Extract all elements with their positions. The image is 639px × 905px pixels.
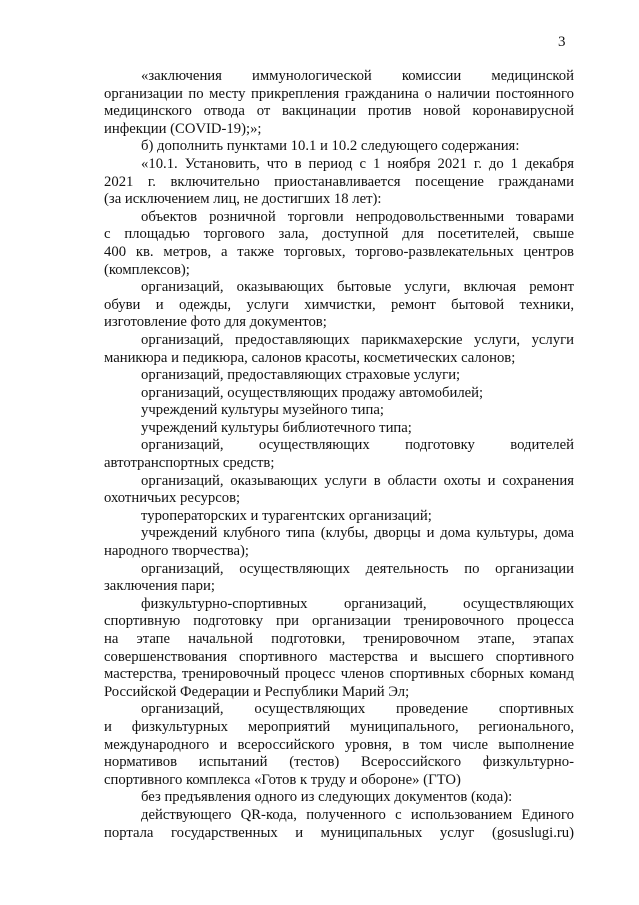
text-line: с площадью торгового зала, доступной для посетителей, свыше	[104, 226, 574, 243]
text-line: международного и всероссийского уровня, в том числе выполнение	[104, 736, 574, 753]
text-line: и физкультурных мероприятий муниципального, регионального,	[104, 718, 574, 735]
text-line: (комплексов);	[104, 261, 190, 278]
text-line: туроператорских и турагентских организаций;	[141, 507, 432, 524]
text-line: организаций, оказывающих услуги в области охоты и сохранения	[141, 472, 574, 489]
text-line: спортивного комплекса «Готов к труду и обороне» (ГТО)	[104, 771, 461, 788]
text-line: портала государственных и муниципальных услуг (gosuslugi.ru)	[104, 824, 574, 841]
text-line: учреждений клубного типа (клубы, дворцы и дома культуры, дома	[141, 525, 574, 542]
text-line: охотничьих ресурсов;	[104, 490, 241, 507]
text-line: изготовление фото для документов;	[104, 314, 327, 331]
text-line: учреждений культуры библиотечного типа;	[141, 419, 412, 436]
text-line: организаций, осуществляющих продажу автомобилей;	[141, 384, 484, 401]
text-line: 2021 г. включительно приостанавливается посещение гражданами	[104, 173, 574, 190]
text-line: организаций, осуществляющих подготовку водителей	[141, 437, 574, 454]
text-line: на этапе начальной подготовки, тренировочном этапе, этапах	[104, 631, 574, 647]
text-line: учреждений культуры музейного типа;	[141, 402, 384, 419]
text-line: действующего QR-кода, полученного с использованием Единого	[141, 806, 574, 823]
text-line: физкультурно-спортивных организаций, осуществляющих	[141, 595, 574, 612]
text-line: «10.1. Установить, что в период с 1 ноября 2021 г. до 1 декабря	[141, 155, 574, 172]
text-line: автотранспортных средств;	[104, 455, 275, 472]
text-line: организаций, осуществляющих деятельность по организации	[141, 560, 574, 577]
text-line: «заключения иммунологической комиссии медицинской	[141, 68, 574, 84]
text-line: спортивную подготовку при организации тренировочного процесса	[104, 613, 574, 630]
text-line: нормативов испытаний (тестов) Всероссийского физкультурно-	[104, 754, 574, 771]
text-line: обуви и одежды, услуги химчистки, ремонт бытовой техники,	[104, 296, 574, 313]
page-number: 3	[558, 34, 566, 50]
text-line: организаций, осуществляющих проведение спортивных	[141, 701, 574, 718]
text-line: заключения пари;	[104, 578, 215, 595]
text-line: маникюра и педикюра, салонов красоты, косметических салонов;	[104, 349, 516, 366]
text-line: народного творчества);	[104, 543, 250, 560]
text-line: мастерства, тренировочный процесс членов спортивных сборных команд	[104, 666, 574, 683]
text-line: б) дополнить пунктами 10.1 и 10.2 следующего содержания:	[141, 138, 520, 155]
text-line: организаций, предоставляющих страховые услуги;	[141, 367, 461, 384]
text-line: объектов розничной торговли непродовольственными товарами	[141, 208, 574, 225]
text-line: организации по месту прикрепления гражданина о наличии постоянного	[104, 85, 574, 102]
text-line: организаций, предоставляющих парикмахерские услуги, услуги	[141, 331, 574, 348]
text-line: 400 кв. метров, а также торговых, торгово-развлекательных центров	[104, 243, 574, 260]
text-line: Российской Федерации и Республики Марий Эл;	[104, 683, 410, 700]
text-line: (за исключением лиц, не достигших 18 лет):	[104, 191, 382, 208]
text-line: инфекции (COVID-19);»;	[104, 120, 262, 137]
text-line: без предъявления одного из следующих документов (кода):	[141, 789, 513, 806]
document-body	[104, 68, 574, 842]
text-line: совершенствования спортивного мастерства и высшего спортивного	[104, 648, 574, 665]
text-line: медицинского отвода от вакцинации против новой коронавирусной	[104, 103, 574, 120]
text-line: организаций, оказывающих бытовые услуги, включая ремонт	[141, 279, 574, 296]
